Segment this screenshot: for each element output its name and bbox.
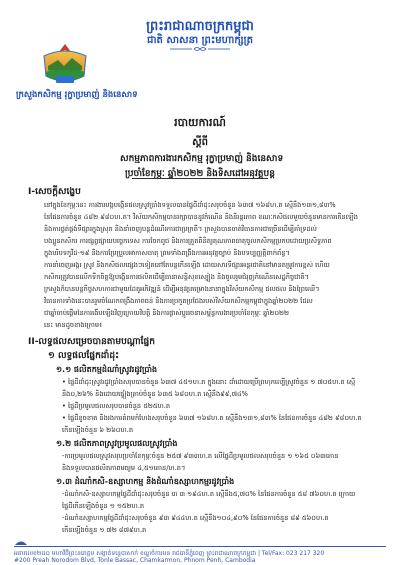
bullet-line: នឹង០,២៦% និងដោយផ្ទៀងគ្រាប់ចំនួន ៦៣៥ ៦៨០ហ.ត ស្មើនឹង៩៩,៧៤% [62,390,248,398]
report-period: ប្រចាំខែកុម្ភៈ ឆ្នាំ២០២២ និងទិសដៅអនុវត្តបន្ត [125,169,275,179]
paragraph-line: -ដំណាំឧស្សាហកម្មផ្ទៃដីដាំដុះសរុបចំនួន ៩៣ ៩៤៤ហ.ត ស្មើនឹង១០៤,៩០% នៃផែនការចំនួន ៨៩ ៥៦០ហ.ត [62,514,329,522]
report-title: របាយការណ៍ [174,116,226,129]
paragraph-line: ការនាំចេញអង្ករ ស្រូវ និងកសិផលផ្សេងៗទៀតនៅតែបន្តកើនឡើង ដោយសារទីផ្សារអន្តរជាតិនៅមានតម្រូវការខ្ពស់ ហើយ [44,261,330,269]
footer-address-khmer: អគារលេខ២០០ មហាវិថីព្រះនរោត្តម សង្កាត់ទន្លេបាសាក់ ខណ្ឌចំការមន រាជធានីភ្នំពេញ ព្រះរាជាណាចក្រកម្ពុជា | Tel/Fax: 023 217 320 [14,550,325,557]
national-motto: ជាតិ សាសនា ព្រះមហាក្សត្រ [147,35,253,46]
report-title-block [120,116,284,181]
paragraph-line: វិធានការទាំងនេះបានរួមចំណែកពង្រឹងភាពធន់ និងការប្រកួតប្រជែងរបស់វិស័យកសិកម្មកម្ពុជាក្នុងឆ្នាំ២០២២ ដែល [44,297,313,305]
ministry-logo [36,42,94,88]
footer-divider [14,546,386,547]
paragraph-line: បងប្អូនកសិករ ការផ្សព្វផ្សាយបច្ចេកទេស ការចែកពូជ និងការត្រួតពិនិត្យគុណភាពធាតុចូលកសិកម្មប្រកបដោយប្រសិទ្ធភាព [44,237,332,245]
paragraph-line: កើនឡើងចំនួន ១ ៧២ ៨៧៩ហ.ត [62,526,147,534]
section-summary-body [44,199,376,331]
industrial-crops-details [62,488,380,536]
footer-logo [14,538,28,546]
ornament-divider [170,46,230,52]
paragraph-line: ជាឆ្នាំចាប់ផ្តើមនៃការងើបឡើងវិញក្រោយវិបត្តិ និងការផ្លាស់ប្តូររចនាសម្ព័ន្ធការងារប្រចាំខែកុម្ភៈ ឆ្នាំ២០២២ [44,309,290,317]
paragraph-line: កសិករត្រូវបានលើកទឹកចិត្តឱ្យបង្កើនការផលិតដើម្បីធានាសន្តិសុខស្បៀង និងចូលរួមជំរុញកំណើនសេដ្ឋកិច្ចជាតិ។ [44,273,309,281]
bullet-line: • ផ្ទៃដីដាំដុះស្រូវរដូវប្រាំងសរុបបានចំនួន ៦៣៧ ៤៥១ហ.ត ក្នុងនោះ ដាំដោយប្រើព្រហុកល្បើស្រូវចំនួន ១ ៧០៥ហ.ត ស្មើ [62,378,356,386]
footer-address-english: #200 Preah Norodom Blvd, Tonle Bassac, Chamkarmon, Phnom Penh, Cambodia [14,557,256,564]
paragraph-line: -ការប្រមូលផលស្រូវសរុបប្រចាំខែកុម្ភៈចំនួន ២៥៧ ៩៣៣ហ.ត លើផ្ទៃដីប្រមូលផលសរុបចំនួន ១ ១៦៥ ០៦៣តោន [62,452,339,460]
subsection-yield-heading: ១.២ ផលិតភាពស្រូវប្រមូលផលស្រូវប្រាំង [56,439,178,448]
dry-rice-details [62,376,380,436]
section-results-heading: II-លទ្ធផលសម្រេចបានតាមបណ្តាផ្នែក [28,337,155,347]
yield-details [62,450,380,474]
kingdom-heading: ព្រះរាជាណាចក្រកម្ពុជា [146,19,254,34]
section-summary-heading: I-សេចក្តីសង្ខេប [28,187,81,197]
bullet-line: • ផ្ទៃដីខូចខាត និងរងការគំរាមកំហែងសរុបចំនួន ៦៣៧ ១៦៨ហ.ត ស្មើនឹង១៣១,៨៣% នៃផែនការចំនួន ៤៨២ ៩៨០ហ.ត [62,414,362,422]
paragraph-line: និងការផ្គត់ផ្គង់ទីផ្សារក្នុងស្រុក និងនាំចេញបន្តដំណើរការជាប្រក្រតី។ ក្រសួងបានចាត់វិធានការជាច្រើនដើម្បីគាំទ្រដល់ [44,225,317,233]
bullet-line: • ផ្ទៃដីប្រមូលផលសរុបបានចំនួន ៥២៥ហ.ត [62,402,171,410]
paragraph-line: -ដំណាំកសិ-ឧស្សាហកម្មផ្ទៃដីដាំដុះសរុបចំនួន ៣ ៣ ១៩៤ហ.ត ស្មើនឹង៥,៧០% នៃផែនការចំនួន ៥៨ ៧៦០ហ.ត ក្រោយ [62,490,356,498]
title-underline [132,178,268,179]
paragraph-line: នៅក្នុងខែកុម្ភៈនេះ ការងារបង្កបង្កើនផលស្រូវប្រាំងទទួលបានផ្ទៃដីដាំដុះសរុបចំនួន ៦៣៧ ១៦៨ហ.ត ស្មើនឹង១៣១,៨៣% [44,201,336,209]
ministry-name: ក្រសួងកសិកម្ម រុក្ខាប្រមាញ់ និងនេសាទ [16,90,138,100]
paragraph-line: ក្រសួងក៏បានបន្តកិច្ចសហការជាមួយដៃគូអភិវឌ្ឍន៍ ដើម្បីអនុវត្តគម្រោងនានាក្នុងវិស័យកសិកម្ម ជលផល និងព្រៃឈើ។ [44,285,320,293]
paragraph-line: ផ្ទៃដីកើនឡើងចំនួន ១ ១៥២ហ.ត [62,502,145,510]
paragraph-line: នៃផែនការចំនួន ៤៨២ ៩៨០ហ.ត។ វិស័យកសិកម្មបានរក្សាបាននូវកំណើន និងនិរន្តរភាព ខណៈកសិផលមួយចំនួនមានការកើនឡើង [44,213,358,221]
bullet-line: កើនឡើងចំនួន ៦ ២៦០ហ.ត [62,426,134,434]
subsection-dry-rice-heading: ១.១ ផលិតកម្មដំណាំស្រូវរដូវប្រាំង [56,365,158,374]
paragraph-line: នេះ មានដូចខាងក្រោម៖ [44,321,102,329]
report-about: ស្តីពី [192,137,208,148]
report-subject: សកម្មភាពការងារកសិកម្ម រុក្ខាប្រមាញ់ និងនេសាទ [120,154,284,164]
paragraph-line: និងទទួលបានផលិតភាពមធ្យម ៤,៥១តោន/ហ.ត។ [62,464,186,472]
paragraph-line: ក្នុងបរិបទកូវីដ-១៩ និងការប្រែប្រួលអាកាសធាតុ ព្រមទាំងពង្រឹងការអនុវត្តច្បាប់ និងបទប្បញ្ញត្តិពាក់ព័ន្ធ។ [44,249,290,257]
subsection-cultivation-heading: ១ លទ្ធផលផ្នែកដាំដុះ [48,351,120,361]
subsection-industrial-crops-heading: ១.៣ ដំណាំកសិ-ឧស្សាហកម្ម និងដំណាំឧស្សាហកម្មរដូវប្រាំង [56,477,235,486]
